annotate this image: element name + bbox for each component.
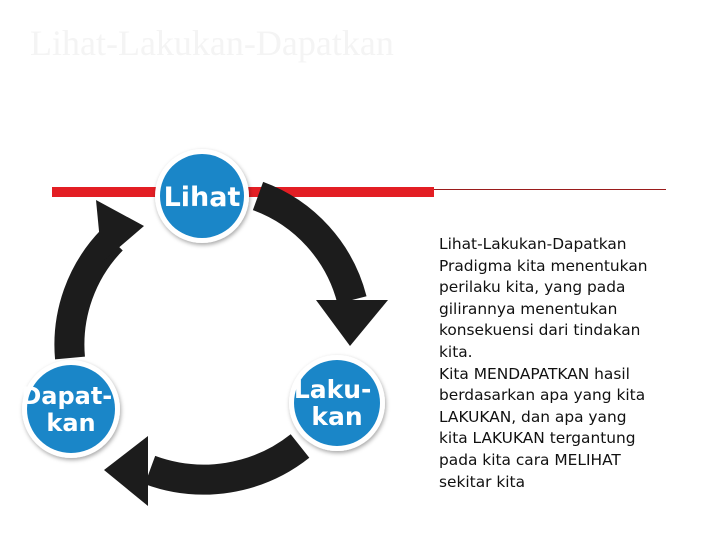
- node-dapatkan: [21, 360, 120, 458]
- node-lakukan-label-line-2: kan: [311, 402, 363, 431]
- body-line: pada kita cara MELIHAT: [439, 450, 621, 469]
- body-line: LAKUKAN, dan apa yang: [439, 407, 627, 426]
- body-line: sekitar kita: [439, 472, 526, 491]
- body-line: berdasarkan apa yang kita: [439, 386, 646, 405]
- title-underline-thin-rule: [434, 189, 666, 190]
- svg-text:Lihat: [164, 182, 241, 213]
- node-lihat: [155, 149, 249, 243]
- node-lihat-label-line-1: Lihat: [163, 182, 241, 213]
- body-line: perilaku kita, yang pada: [439, 278, 626, 297]
- body-line: Kita MENDAPATKAN hasil: [439, 364, 630, 383]
- slide-title: Lihat-Lakukan-Dapatkan: [30, 23, 394, 63]
- body-line: kita.: [439, 342, 473, 361]
- body-line: gilirannya menentukan: [439, 299, 618, 318]
- body-line: kita LAKUKAN tergantung: [439, 429, 636, 448]
- body-line: Lihat-Lakukan-Dapatkan: [439, 235, 627, 253]
- body-line: konsekuensi dari tindakan: [439, 321, 641, 340]
- body-paragraph: [439, 234, 714, 493]
- node-dapatkan-label-line-1: Dapat-: [21, 382, 113, 410]
- arrow-lihat-to-lakukan: [258, 196, 388, 346]
- node-dapatkan-label-line-2: kan: [46, 409, 96, 437]
- arrow-lakukan-to-dapatkan: [104, 436, 300, 506]
- node-lakukan: [289, 355, 385, 451]
- arrow-dapatkan-to-lihat: [69, 200, 144, 358]
- body-line: Pradigma kita menentukan: [439, 256, 648, 275]
- node-lakukan-label-line-1: Laku-: [293, 375, 372, 404]
